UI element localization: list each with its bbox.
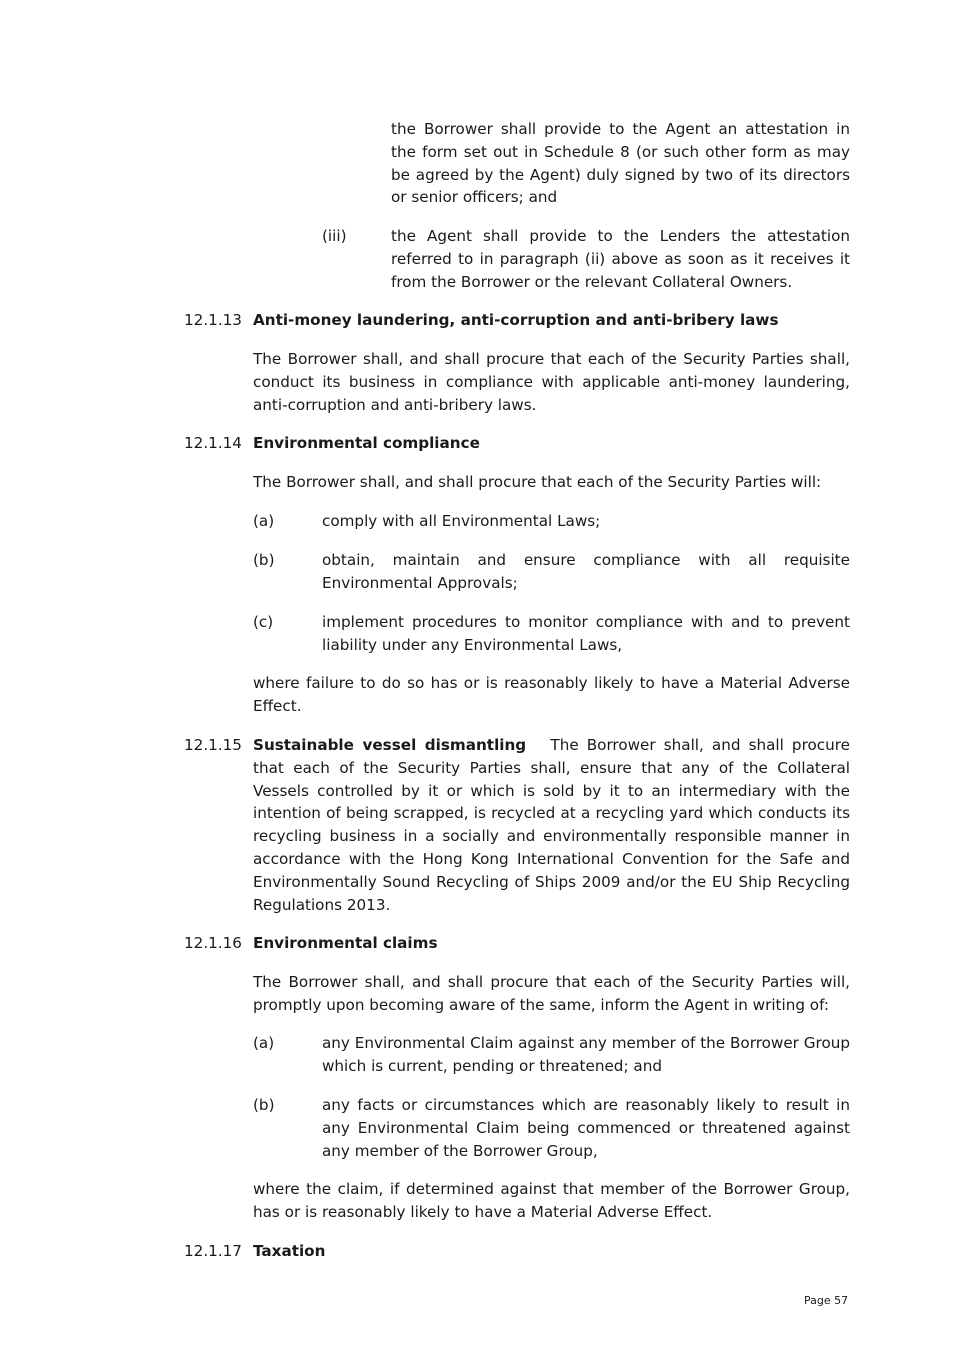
item-label: (b) [253,1096,275,1114]
paragraph-ii-continuation: the Borrower shall provide to the Agent an attestation in the form set out in Schedule 8 (or such other form as may be agreed by the Agent) duly signed by two of its directors or senior officers; and [391,120,850,207]
section-number-14: 12.1.14 [184,434,242,452]
item-label: (a) [253,1034,275,1052]
list-item: obtain, maintain and ensure compliance with all requisite Environmental Approvals; [322,551,850,592]
section-number-15: 12.1.15 [184,736,242,754]
section-text-15: The Borrower shall, and shall procure that each of the Security Parties shall, ensure that any of the Collateral Vessels controlled by it or which is sold by it to an intermediary with the intention of being scrapped, is recycled at a recycling yard which conducts its recycling business in a socially and environmentally responsible manner in accordance with the Hong Kong International Convention for the Safe and Environmentally Sound Recycling of Ships 2009 and/or the EU Ship Recycling Regulations 2013. [253,736,851,914]
section-number-13: 12.1.13 [184,311,242,329]
list-item: any Environmental Claim against any member of the Borrower Group which is current, pending or threatened; and [322,1034,850,1075]
section-title-13: Anti-money laundering, anti-corruption and anti-bribery laws [253,311,779,329]
section-intro-14: The Borrower shall, and shall procure that each of the Security Parties will: [253,473,822,491]
item-iii-label: (iii) [322,227,347,245]
section-title-15: Sustainable vessel dismantling [253,736,527,754]
section-number-16: 12.1.16 [184,934,242,952]
list-item: implement procedures to monitor compliance with and to prevent liability under any Environmental Laws, [322,613,850,654]
item-iii-text: the Agent shall provide to the Lenders the attestation referred to in paragraph (ii) above as soon as it receives it from the Borrower or the relevant Collateral Owners. [391,227,850,291]
section-title-17: Taxation [253,1242,326,1260]
item-label: (b) [253,551,275,569]
section-body-15 [253,734,850,916]
item-label: (c) [253,613,274,631]
section-title-14: Environmental compliance [253,434,480,452]
section-closing-14: where failure to do so has or is reasonably likely to have a Material Adverse Effect. [253,674,850,715]
section-number-17: 12.1.17 [184,1242,242,1260]
item-label: (a) [253,512,275,530]
list-item: comply with all Environmental Laws; [322,512,601,530]
section-title-16: Environmental claims [253,934,438,952]
page-number: Page 57 [804,1294,849,1307]
section-body-13: The Borrower shall, and shall procure that each of the Security Parties shall, conduct its business in compliance with applicable anti-money laundering, anti-corruption and anti-bribery laws. [253,350,850,414]
section-closing-16: where the claim, if determined against that member of the Borrower Group, has or is reasonably likely to have a Material Adverse Effect. [253,1180,850,1221]
list-item: any facts or circumstances which are reasonably likely to result in any Environmental Claim being commenced or threatened against any member of the Borrower Group, [322,1096,850,1160]
section-intro-16: The Borrower shall, and shall procure that each of the Security Parties will, promptly upon becoming aware of the same, inform the Agent in writing of: [253,973,850,1014]
